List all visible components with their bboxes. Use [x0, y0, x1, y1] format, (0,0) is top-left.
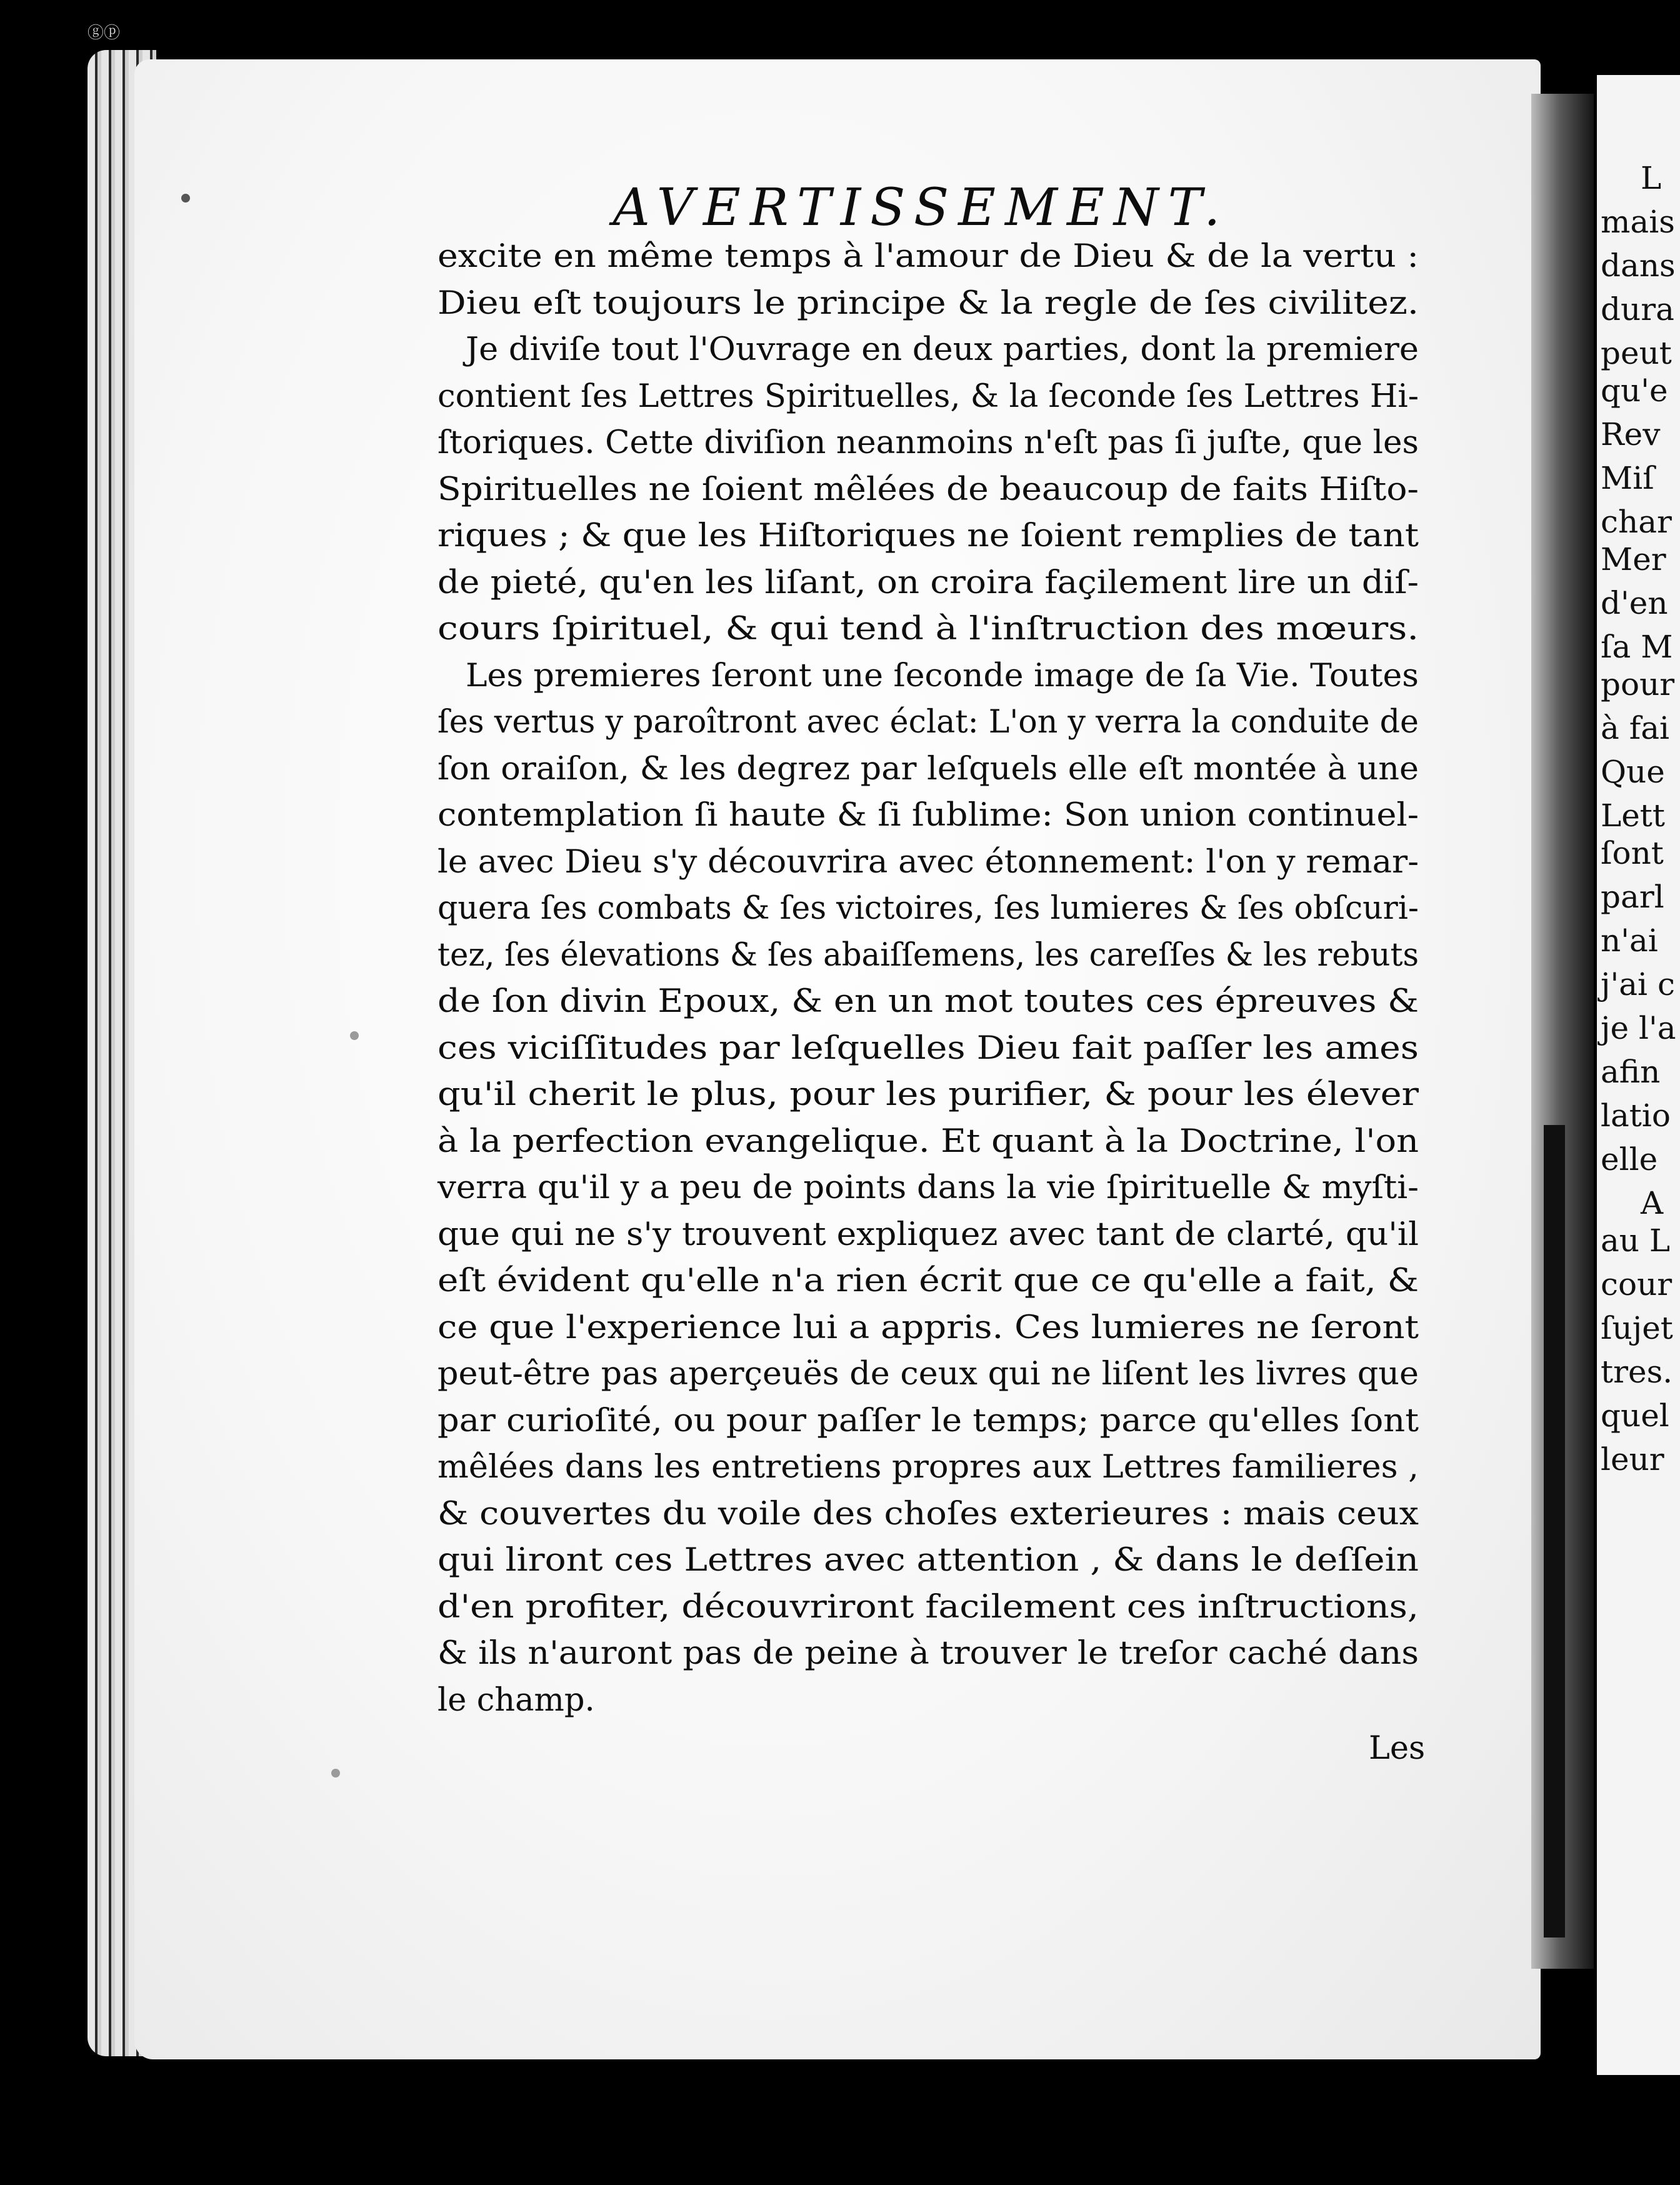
right-page-fragment: Mer	[1601, 541, 1666, 578]
gutter-shadow	[1544, 1125, 1565, 1938]
text-line: tez, ſes élevations & ſes abaiſſemens, les careſſes & les rebuts	[438, 936, 1419, 974]
text-line: le avec Dieu s'y découvrira avec étonnement: l'on y remar-	[438, 843, 1419, 881]
right-page-fragment: pour	[1601, 666, 1675, 702]
right-page-fragment: d'en	[1601, 585, 1668, 621]
paper-speck	[331, 1769, 340, 1778]
text-line: par curioſité, ou pour paſſer le temps; parce qu'elles ſont	[438, 1402, 1419, 1439]
right-page-fragment: je l'a	[1601, 1010, 1676, 1046]
right-page-fragment: ſa M	[1601, 629, 1673, 665]
right-page-fragment: n'ai	[1601, 922, 1658, 959]
catchword: Les	[1369, 1730, 1426, 1767]
text-line: mêlées dans les entretiens propres aux Lettres familieres ,	[438, 1449, 1419, 1486]
right-page-fragment: elle	[1601, 1141, 1658, 1178]
right-page-fragment: leur	[1601, 1441, 1664, 1478]
right-page-fragment: L	[1641, 160, 1662, 196]
text-line: quera ſes combats & ſes victoires, ſes lumieres & ſes obſcuri-	[438, 890, 1419, 927]
text-line: le champ.	[438, 1681, 595, 1719]
right-page-fragment: parl	[1601, 879, 1664, 915]
right-page-fragment: à fai	[1601, 710, 1670, 746]
text-line: verra qu'il y a peu de points dans la vie ſpirituelle & myſti-	[438, 1169, 1419, 1206]
text-line: riques ; & que les Hiſtoriques ne ſoient remplies de tant	[438, 518, 1419, 554]
running-head: AVERTISSEMENT.	[612, 178, 1230, 238]
paper-speck	[350, 1031, 359, 1040]
text-line: ſes vertus y paroîtront avec éclat: L'on y verra la conduite de	[438, 704, 1419, 741]
right-page-fragment: dura	[1601, 291, 1674, 328]
text-line: excite en même temps à l'amour de Dieu & de la vertu :	[438, 238, 1419, 275]
text-line: Je diviſe tout l'Ouvrage en deux parties, dont la premiere	[466, 331, 1419, 368]
text-line: de pieté, qu'en les liſant, on croira façilement lire un diſ-	[438, 564, 1419, 601]
right-page-fragment: ſont	[1601, 835, 1664, 871]
text-line: contemplation ſi haute & ſi ſublime: Son union continuel-	[438, 797, 1419, 834]
right-page-fragment: Miſ	[1601, 460, 1654, 496]
text-line: contient ſes Lettres Spirituelles, & la ſeconde ſes Lettres Hi-	[438, 378, 1419, 415]
text-line: & couvertes du voile des choſes exterieures : mais ceux	[438, 1495, 1419, 1532]
text-line: eſt évident qu'elle n'a rien écrit que ce qu'elle a fait, &	[438, 1262, 1419, 1299]
right-page-fragment: afin	[1601, 1054, 1661, 1090]
right-page-fragment: Lett	[1601, 798, 1665, 834]
right-page-fragment: peut	[1601, 335, 1672, 371]
text-line: d'en profiter, découvriront facilement ces inſtructions,	[438, 1588, 1419, 1626]
right-page-fragment: Que	[1601, 754, 1665, 790]
right-page-fragment: qu'e	[1601, 372, 1668, 409]
right-page-fragment: j'ai c	[1601, 966, 1675, 1002]
text-line: qui liront ces Lettres avec attention , & dans le deſſein	[438, 1542, 1419, 1579]
text-line: ces viciſſitudes par leſquelles Dieu fait paſſer les ames	[438, 1029, 1419, 1067]
right-page-fragment: cour	[1601, 1266, 1672, 1302]
right-page-fragment: au L	[1601, 1222, 1671, 1259]
text-line: & ils n'auront pas de peine à trouver le treſor caché dans	[438, 1635, 1419, 1672]
text-line: Dieu eſt toujours le principe & la regle de ſes civilitez.	[438, 284, 1419, 322]
text-line: peut-être pas aperçeuës de ceux qui ne liſent les livres que	[438, 1356, 1419, 1392]
right-page-fragment: quel	[1601, 1398, 1669, 1434]
text-line: cours ſpirituel, & qui tend à l'inſtruction des mœurs.	[438, 611, 1419, 648]
corner-mark: ⓖⓟ	[88, 24, 121, 42]
text-line: ce que l'experience lui a appris. Ces lumieres ne ſeront	[438, 1309, 1419, 1346]
right-page-fragment: latio	[1601, 1098, 1671, 1134]
paper-speck	[181, 194, 190, 202]
text-line: à la perfection evangelique. Et quant à la Doctrine, l'on	[438, 1122, 1419, 1160]
right-page-fragment: dans	[1601, 248, 1676, 284]
right-page-fragment: mais	[1601, 204, 1675, 240]
right-page-fragment: A	[1641, 1185, 1664, 1221]
text-line: ſtoriques. Cette diviſion neanmoins n'eſt pas ſi juſte, que les	[438, 424, 1419, 461]
text-line: ſon oraiſon, & les degrez par leſquels elle eſt montée à une	[438, 750, 1419, 788]
text-line: Spirituelles ne ſoient mêlées de beaucoup de faits Hiſto-	[438, 471, 1419, 508]
text-line: qu'il cherit le plus, pour les purifier, & pour les élever	[438, 1076, 1419, 1113]
text-line: Les premieres ſeront une ſeconde image de ſa Vie. Toutes	[466, 657, 1419, 694]
right-page-fragment: char	[1601, 504, 1672, 540]
right-page-fragment: tres.	[1601, 1354, 1673, 1390]
right-page-fragment: Rev	[1601, 416, 1661, 452]
right-page-fragment: ſujet	[1601, 1310, 1673, 1346]
text-line: de ſon divin Epoux, & en un mot toutes ces épreuves &	[438, 983, 1419, 1020]
text-line: que qui ne s'y trouvent expliquez avec tant de clarté, qu'il	[438, 1216, 1419, 1253]
right-page	[1597, 75, 1680, 2075]
